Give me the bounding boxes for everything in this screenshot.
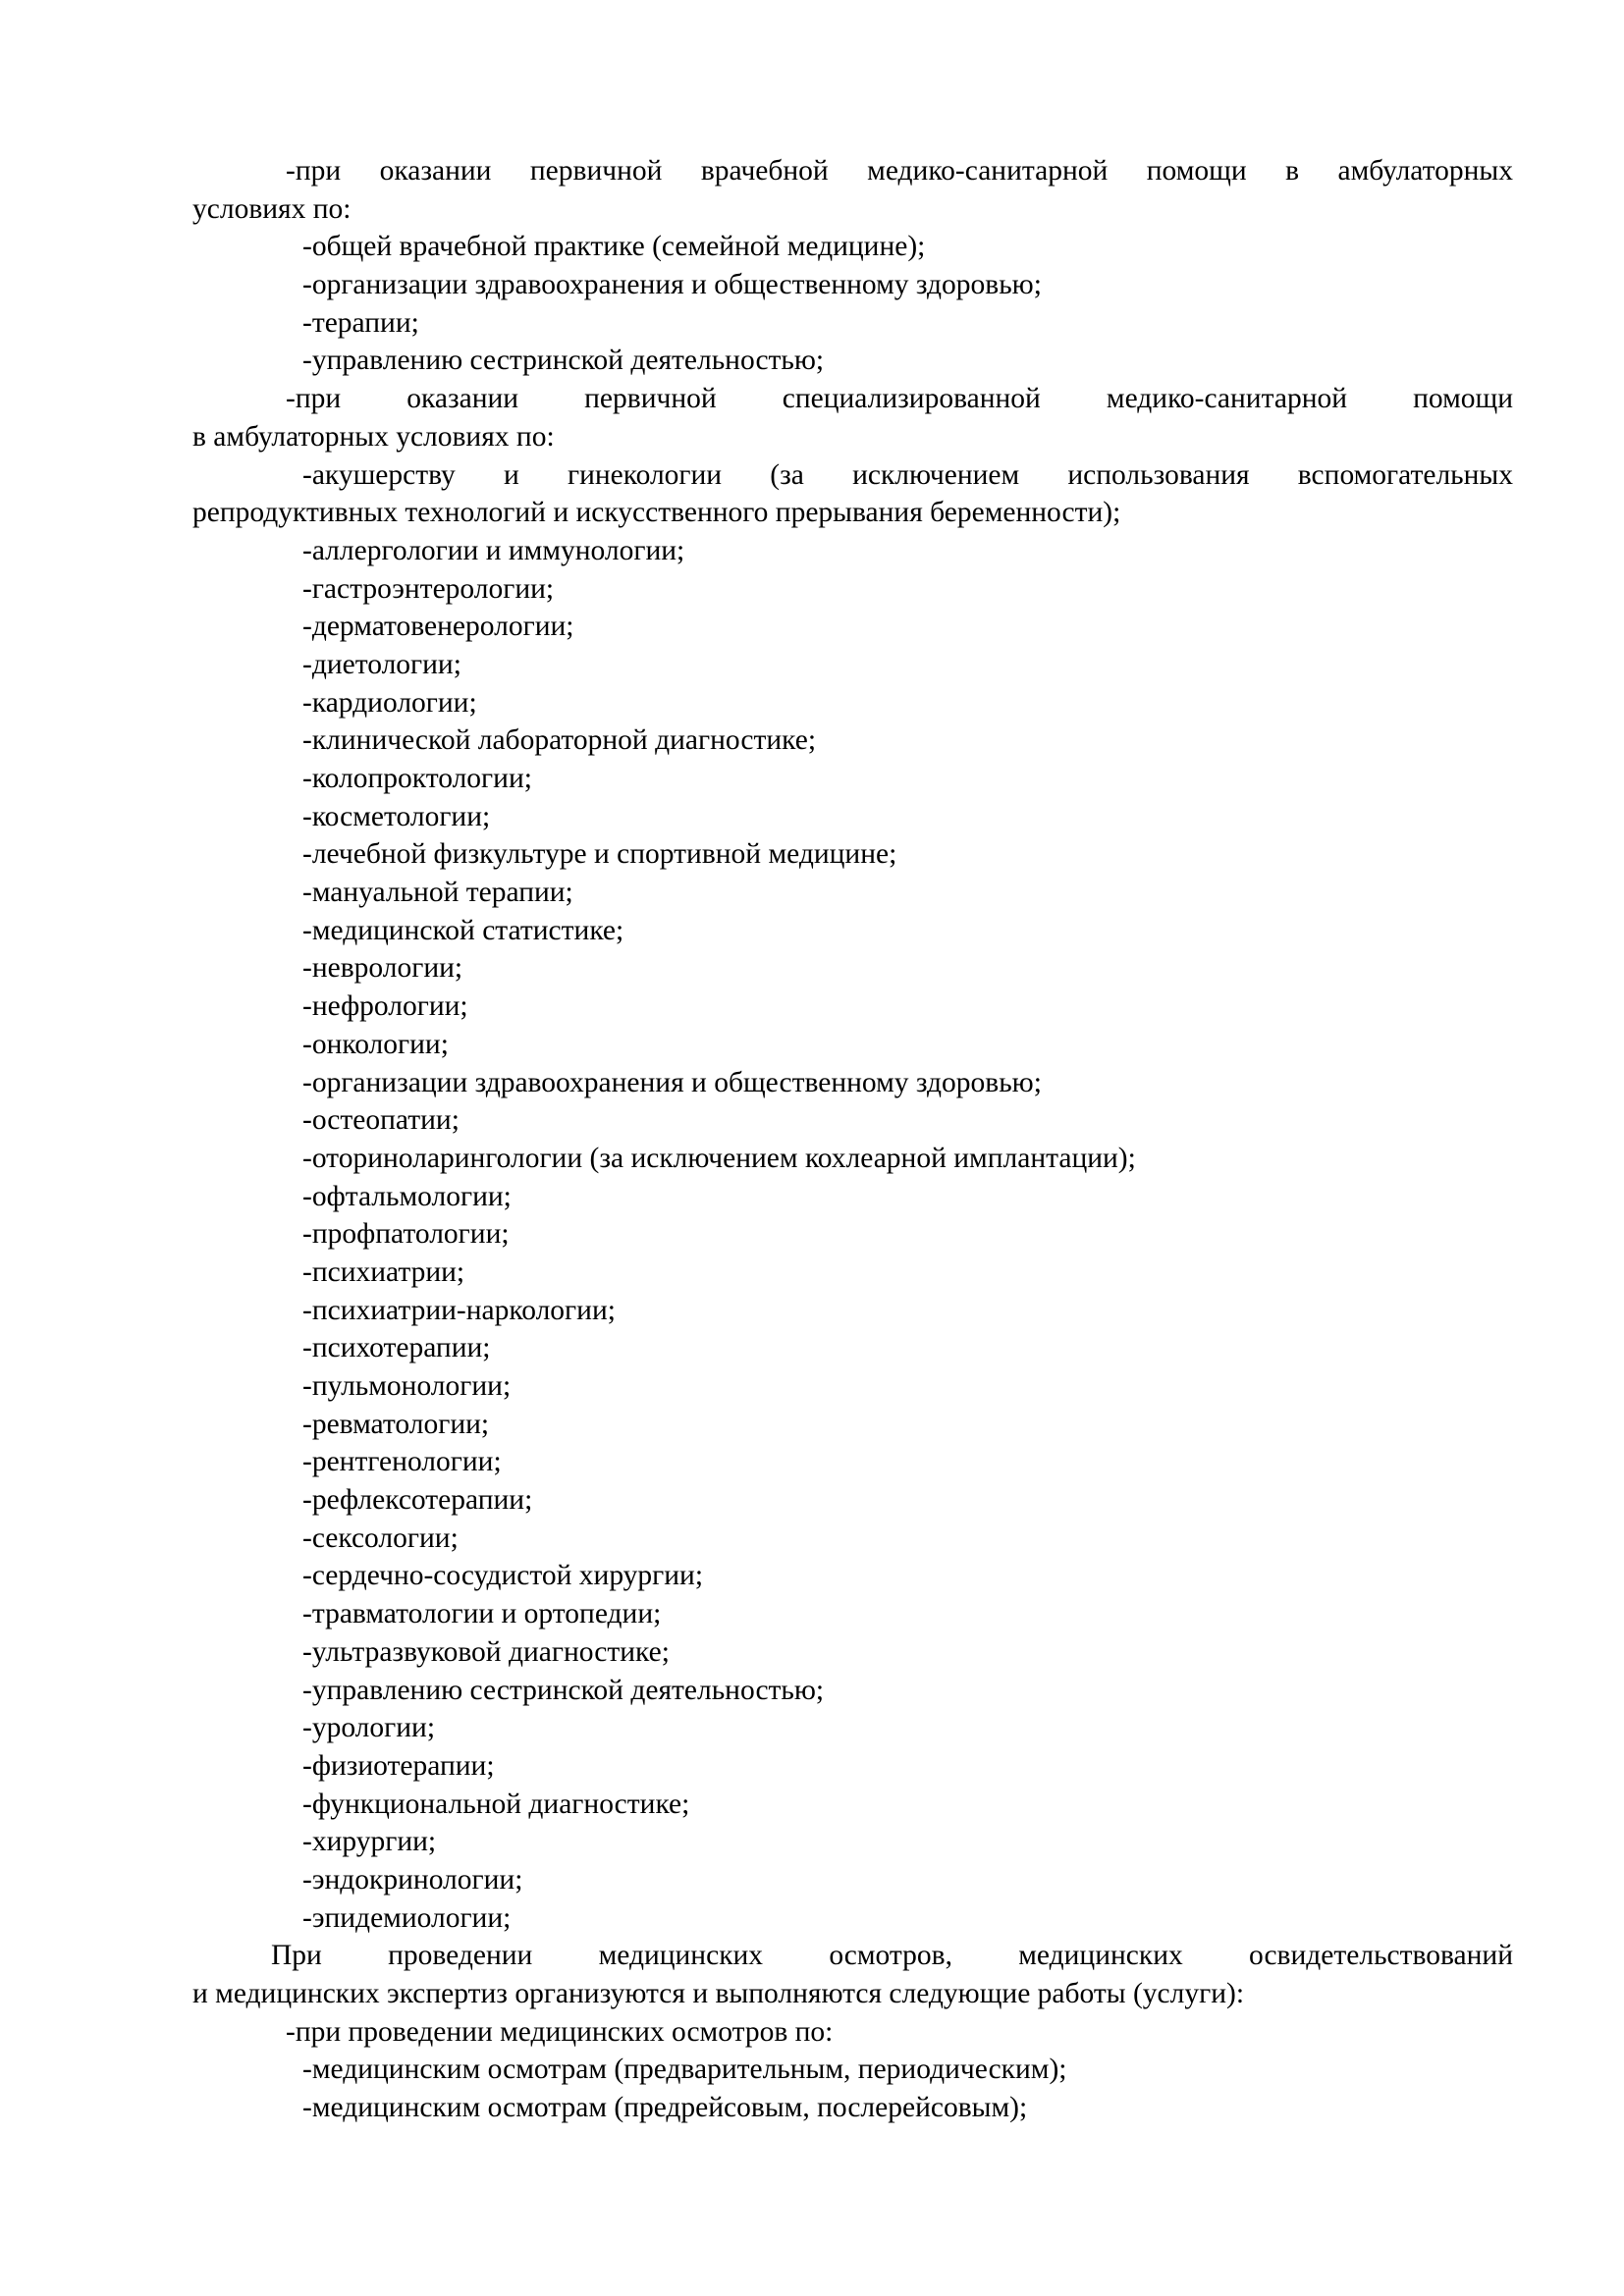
document-line: -остеопатии; [302,1104,460,1137]
document-line: -оториноларингологии (за исключением кохлеарной имплантации); [302,1142,1136,1174]
document-line: -сердечно-сосудистой хирургии; [302,1560,704,1592]
document-line: -терапии; [302,306,419,339]
document-line: -эпидемиологии; [302,1901,512,1934]
document-line: условиях по: [192,192,352,225]
document-line: -пульмонологии; [302,1370,512,1402]
document-line: -дерматовенерологии; [302,611,574,643]
document-line: -при оказании первичной специализированной медико-санитарной помощи [286,383,1513,415]
document-line: -колопроктологии; [302,763,532,794]
document-line: -психотерапии; [302,1332,491,1364]
document-line: -при проведении медицинских осмотров по: [286,2015,834,2048]
document-line: -сексологии; [302,1522,459,1554]
document-line: -рефлексотерапии; [302,1484,533,1517]
document-line: и медицинских экспертиз организуются и выполняются следующие работы (услуги): [192,1978,1245,2009]
document-line: -нефрологии; [302,990,468,1023]
document-line: -неврологии; [302,952,463,985]
document-page [192,152,1513,2127]
document-line: -профпатологии; [302,1218,510,1251]
document-line: -психиатрии-наркологии; [302,1294,616,1326]
document-line: -управлению сестринской деятельностью; [302,345,825,377]
document-line: -ультразвуковой диагностике; [302,1635,670,1668]
document-line: -психиатрии; [302,1255,465,1288]
document-line: -физиотерапии; [302,1749,495,1782]
document-line: При проведении медицинских осмотров, медицинских освидетельствований [271,1940,1513,1972]
document-line: -общей врачебной практике (семейной медицине); [302,231,926,263]
document-line: -диетологии; [302,648,461,680]
document-line: -при оказании первичной врачебной медико-санитарной помощи в амбулаторных [286,155,1513,187]
document-line: -клинической лабораторной диагностике; [302,724,817,757]
document-line: -лечебной физкультуре и спортивной медицине; [302,838,897,871]
document-line: -медицинским осмотрам (предварительным, периодическим); [302,2054,1067,2086]
document-line: в амбулаторных условиях по: [192,420,555,453]
document-line: -медицинской статистике; [302,914,624,946]
document-line: -офтальмологии; [302,1180,512,1212]
document-line: -гастроэнтерологии; [302,572,555,605]
document-line: -организации здравоохранения и общественному здоровью; [302,1066,1042,1098]
document-line: -организации здравоохранения и общественному здоровью; [302,269,1042,301]
document-line: -мануальной терапии; [302,877,573,909]
document-line: -эндокринологии; [302,1863,523,1896]
document-line: -функциональной диагностике; [302,1788,690,1820]
document-line: репродуктивных технологий и искусственного прерывания беременности); [192,497,1121,529]
document-line: -акушерству и гинекологии (за исключением использования вспомогательных [302,458,1513,491]
document-line: -рентгенологии; [302,1446,502,1478]
document-line: -хирургии; [302,1826,437,1858]
document-line: -аллергологии и иммунологии; [302,534,685,566]
document-line: -ревматологии; [302,1408,490,1440]
document-line: -кардиологии; [302,686,477,719]
document-line: -онкологии; [302,1028,449,1060]
document-line: -урологии; [302,1712,436,1744]
document-line: -медицинским осмотрам (предрейсовым, послерейсовым); [302,2092,1028,2124]
document-line: -косметологии; [302,800,491,832]
document-line: -травматологии и ортопедии; [302,1598,662,1630]
document-line: -управлению сестринской деятельностью; [302,1674,825,1706]
